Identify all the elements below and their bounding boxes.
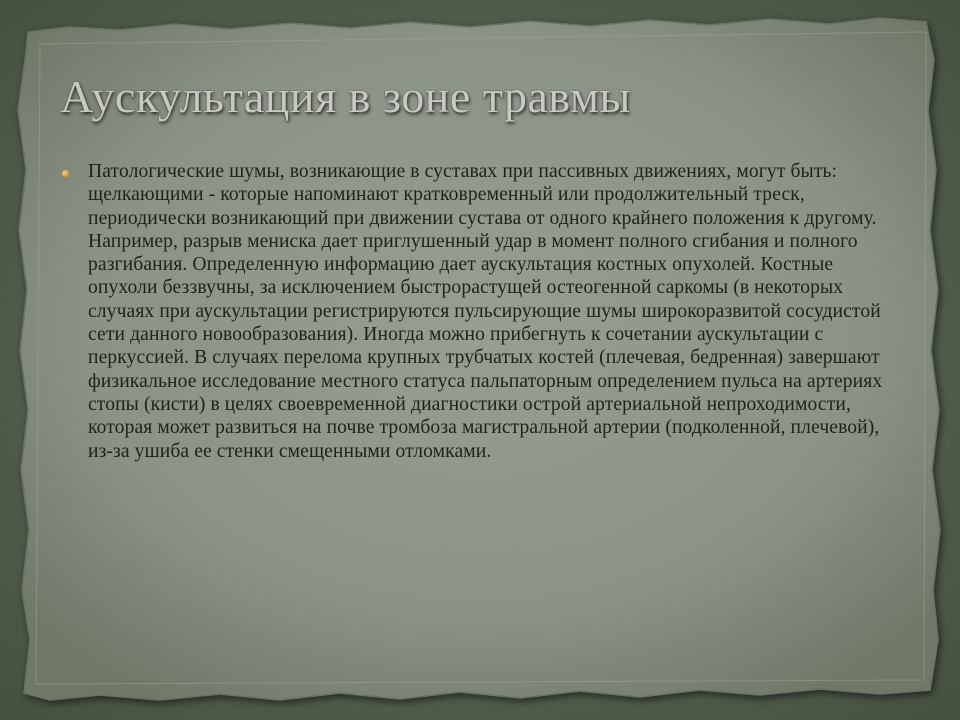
slide-title: Аускультация в зоне травмы [60,71,631,122]
bullet-item [60,160,890,463]
slide-content [60,160,890,463]
bullet-text: Патологические шумы, возникающие в суставах при пассивных движениях, могут быть: щелкающими - которые напоминают кратковременный или продолжительный треск, периодически возникающий при движении сустава от одного крайнего положения к другому. Например, разрыв мениска дает приглушенный удар в момент полного сгибания и полного разгибания. Определенную информацию дает аускультация костных опухолей. Костные опухоли беззвучны, за исключением быстрорастущей остеогенной саркомы (в некоторых случаях при аускультации регистрируются пульсирующие шумы широкоразвитой сосудистой сети данного новообразования). Иногда можно прибегнуть к сочетании аускультации с перкуссией. В случаях перелома крупных трубчатых костей (плечевая, бедренная) завершают физикальное исследование местного статуса пальпаторным определением пульса на артериях стопы (кисти) в целях своевременной диагностики острой артериальной непроходимости, которая может развиться на почве тромбоза магистральной артерии (подколенной, плечевой), из-за ушиба ее стенки смещенными отломками. [88,161,883,462]
bullet-icon [62,170,69,177]
